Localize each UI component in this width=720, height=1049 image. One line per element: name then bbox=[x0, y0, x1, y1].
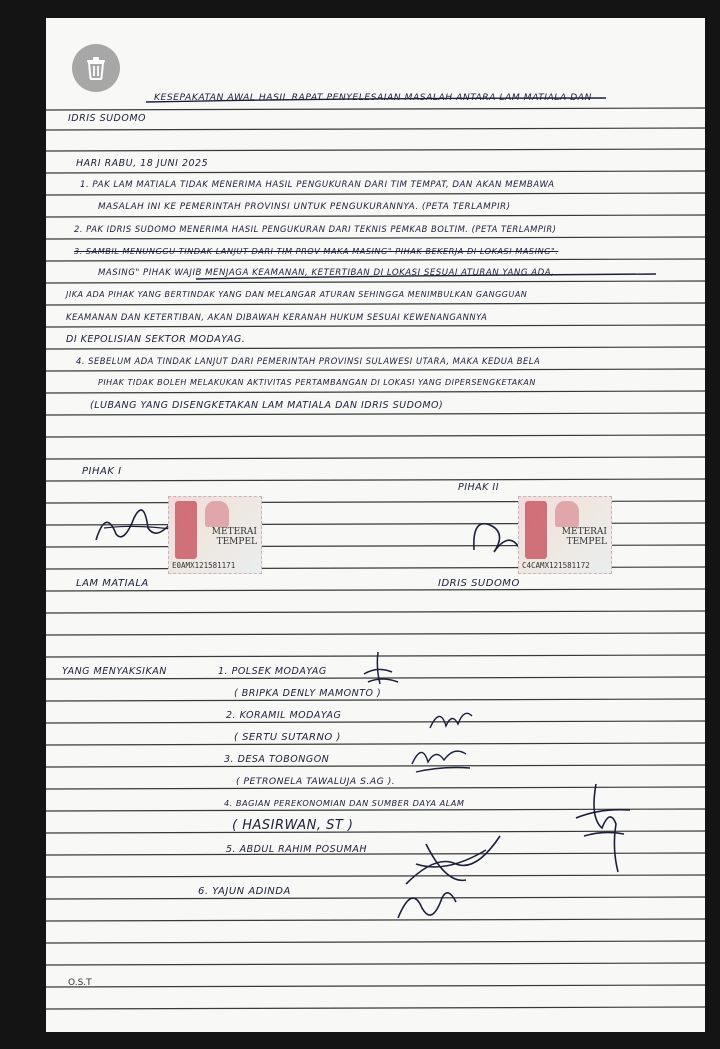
witness1-signature bbox=[358, 648, 408, 688]
party1-name: LAM MATIALA bbox=[76, 578, 149, 589]
party2-stamp-code: C4CAMX121581172 bbox=[522, 561, 590, 570]
witness2-signature bbox=[426, 698, 476, 738]
party2-label: PIHAK II bbox=[458, 482, 500, 493]
witness6-signature bbox=[392, 878, 462, 928]
party1-stamp-code: E0AMX121581171 bbox=[172, 561, 236, 570]
agreement-item: 1. PAK LAM MATIALA TIDAK MENERIMA HASIL PENGUKURAN DARI TIM TEMPAT, DAN AKAN MEMBAWA bbox=[80, 180, 555, 190]
trash-icon bbox=[85, 56, 107, 80]
witness3-signature bbox=[406, 738, 476, 778]
document-title: KESEPAKATAN AWAL HASIL RAPAT PENYELESAIAN MASALAH ANTARA LAM MATIALA DAN bbox=[154, 92, 592, 103]
agreement-item: 4. SEBELUM ADA TINDAK LANJUT DARI PEMERINTAH PROVINSI SULAWESI UTARA, MAKA KEDUA BELA bbox=[76, 356, 541, 366]
meeting-date: HARI RABU, 18 JUNI 2025 bbox=[76, 158, 209, 169]
party2-name: IDRIS SUDOMO bbox=[438, 578, 520, 589]
witness-line: 4. BAGIAN PEREKONOMIAN DAN SUMBER DAYA ALAM bbox=[224, 798, 465, 808]
witness-line: 2. KORAMIL MODAYAG bbox=[226, 710, 342, 721]
witness-line: ( BRIPKA DENLY MAMONTO ) bbox=[234, 688, 382, 699]
witness-line: ( SERTU SUTARNO ) bbox=[234, 732, 341, 743]
witness-line: 6. YAJUN ADINDA bbox=[198, 886, 291, 897]
page-footer: O.S.T bbox=[68, 978, 92, 988]
witness-line: 3. DESA TOBONGON bbox=[224, 754, 330, 765]
witness-line: ( HASIRWAN, ST ) bbox=[232, 818, 354, 833]
agreement-item: PIHAK TIDAK BOLEH MELAKUKAN AKTIVITAS PERTAMBANGAN DI LOKASI YANG DIPERSENGKETAKAN bbox=[98, 378, 536, 387]
agreement-item: 2. PAK IDRIS SUDOMO MENERIMA HASIL PENGUKURAN DARI TEKNIS PEMKAB BOLTIM. (PETA TERLAMPIR) bbox=[74, 224, 557, 234]
witness-line: 1. POLSEK MODAYAG bbox=[218, 666, 327, 677]
witness-line: 5. ABDUL RAHIM POSUMAH bbox=[226, 844, 367, 855]
witness-line: ( PETRONELA TAWALUJA S.AG ). bbox=[236, 776, 396, 787]
agreement-item: DI KEPOLISIAN SEKTOR MODAYAG. bbox=[66, 334, 246, 345]
witnesses-heading: YANG MENYAKSIKAN bbox=[62, 666, 167, 677]
document-title-continued: IDRIS SUDOMO bbox=[68, 113, 147, 124]
agreement-item: 3. SAMBIL MENUNGGU TINDAK LANJUT DARI TIM PROV MAKA MASING" PIHAK BEKERJA DI LOKASI MASING". bbox=[74, 246, 559, 256]
delete-button[interactable] bbox=[72, 44, 120, 92]
witness4-signature bbox=[566, 778, 636, 878]
agreement-item: MASING" PIHAK WAJIB MENJAGA KEAMANAN, KETERTIBAN DI LOKASI SESUAI ATURAN YANG ADA, bbox=[98, 268, 555, 278]
party1-stamp-label: METERAI TEMPEL bbox=[211, 527, 257, 547]
party1-label: PIHAK I bbox=[82, 466, 122, 477]
party2-stamp bbox=[518, 496, 612, 574]
agreement-item: KEAMANAN DAN KETERTIBAN, AKAN DIBAWAH KERANAH HUKUM SESUAI KEWENANGANNYA bbox=[66, 312, 488, 322]
agreement-item: (LUBANG YANG DISENGKETAKAN LAM MATIALA DAN IDRIS SUDOMO) bbox=[90, 400, 444, 411]
party1-stamp bbox=[168, 496, 262, 574]
agreement-item: MASALAH INI KE PEMERINTAH PROVINSI UNTUK PENGUKURANNYA. (PETA TERLAMPIR) bbox=[98, 202, 511, 212]
agreement-item: JIKA ADA PIHAK YANG BERTINDAK YANG DAN MELANGAR ATURAN SEHINGGA MENIMBULKAN GANGGUAN bbox=[66, 290, 528, 299]
party2-stamp-label: METERAI TEMPEL bbox=[561, 527, 607, 547]
document-page bbox=[46, 18, 705, 1032]
